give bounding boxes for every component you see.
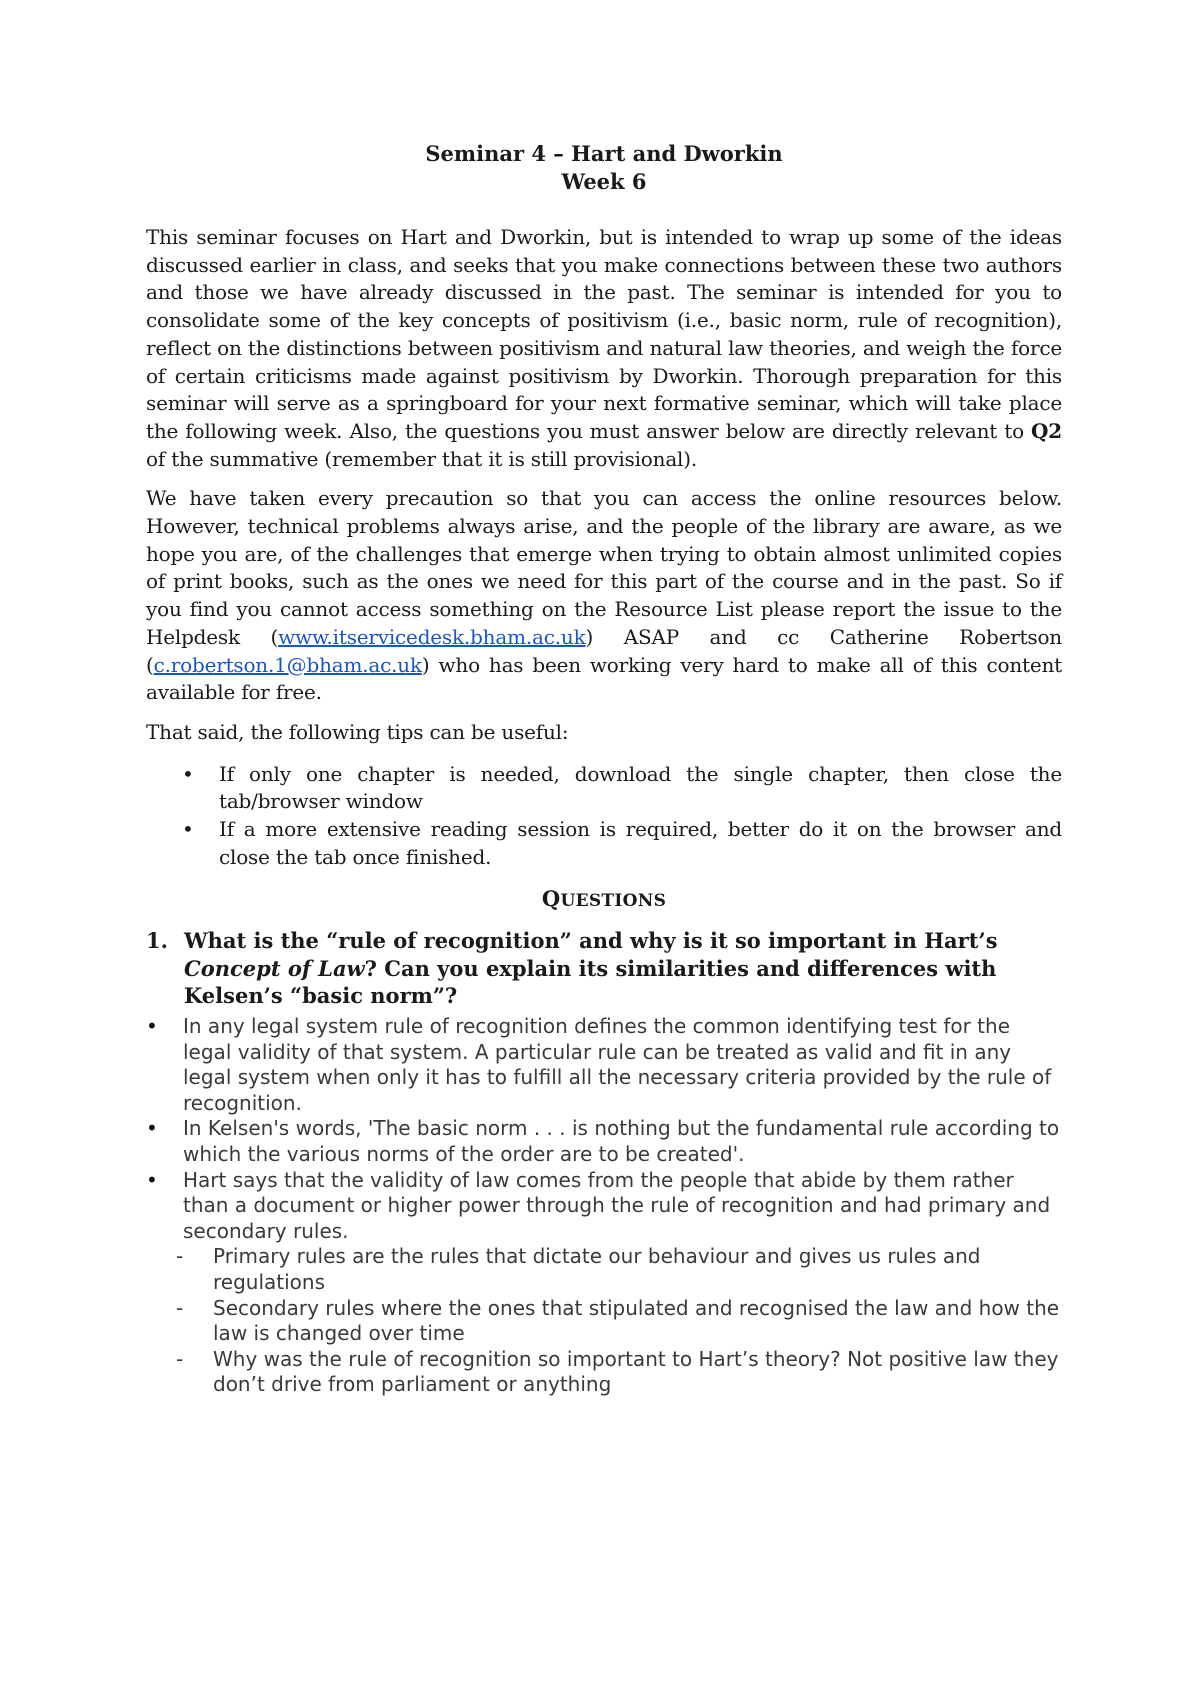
sub-answer-text: Why was the rule of recognition so important to Hart’s theory? Not positive law they don’t drive from parliament or anything bbox=[213, 1346, 1059, 1397]
list-item bbox=[146, 761, 1062, 816]
answers-list bbox=[146, 1014, 1062, 1244]
intro-paragraph-2-end: ) who has been working very hard to make all of this content available for free. bbox=[146, 652, 1062, 705]
question-1-number: 1. bbox=[146, 928, 168, 954]
question-1-text-end: ? Can you explain its similarities and differences with Kelsen’s “basic norm”? bbox=[184, 955, 997, 1009]
question-1 bbox=[146, 927, 1062, 1010]
sub-answers-list bbox=[146, 1244, 1062, 1398]
dash-icon: - bbox=[176, 1346, 184, 1371]
intro-paragraph-2 bbox=[146, 485, 1062, 707]
helpdesk-link[interactable]: www.itservicedesk.bham.ac.uk bbox=[278, 624, 586, 649]
page-title: Seminar 4 – Hart and Dworkin bbox=[425, 141, 783, 166]
bullet-icon: • bbox=[146, 1013, 158, 1038]
bullet-icon: • bbox=[146, 1116, 158, 1141]
intro-paragraph-1 bbox=[146, 224, 1062, 473]
bullet-icon: • bbox=[146, 1167, 158, 1192]
question-1-text-start: What is the “rule of recognition” and why is it so important in Hart’s bbox=[184, 928, 998, 954]
list-item bbox=[146, 1296, 1062, 1347]
list-item bbox=[146, 816, 1062, 871]
questions-heading bbox=[146, 885, 1062, 915]
answer-text: In Kelsen's words, 'The basic norm . . . is nothing but the fundamental rule according to which the various norms of the order are to be created'. bbox=[183, 1116, 1060, 1166]
email-link[interactable]: c.robertson.1@bham.ac.uk bbox=[153, 652, 422, 677]
question-1-book-title: Concept of Law bbox=[184, 955, 365, 981]
tip-text: If only one chapter is needed, download the single chapter, then close the tab/browser window bbox=[219, 761, 1062, 814]
intro-paragraph-1-end: of the summative (remember that it is still provisional). bbox=[146, 446, 698, 471]
dash-icon: - bbox=[176, 1244, 184, 1269]
intro-paragraph-1-text: This seminar focuses on Hart and Dworkin, but is intended to wrap up some of the ideas discussed earlier in class, and seeks that you make connections between these two authors and those we have already discussed in the past. The seminar is intended for you to consolidate some of the key concepts of positivism (i.e., basic norm, rule of recognition), reflect on the distinctions between positivism and natural law theories, and weigh the force of certain criticisms made against positivism by Dworkin. Thorough preparation for this seminar will serve as a springboard for your next formative seminar, which will take place the following week. Also, the questions you must answer below are directly relevant to bbox=[146, 225, 1062, 443]
answer-text: Hart says that the validity of law comes from the people that abide by them rather than a document or higher power through the rule of recognition and had primary and secondary rules. bbox=[183, 1167, 1051, 1243]
dash-icon: - bbox=[176, 1295, 184, 1320]
intro-paragraph-2-mid: ) ASAP and cc Catherine Robertson ( bbox=[146, 624, 1062, 677]
bullet-icon: • bbox=[182, 817, 194, 842]
summative-question-ref: Q2 bbox=[1031, 418, 1062, 443]
tip-text: If a more extensive reading session is required, better do it on the browser and close the tab once finished. bbox=[219, 817, 1062, 869]
questions-heading-initial: Q bbox=[541, 886, 561, 912]
list-item bbox=[146, 1168, 1062, 1245]
list-item bbox=[146, 1244, 1062, 1295]
questions-heading-rest: UESTIONS bbox=[560, 891, 667, 912]
tips-list bbox=[146, 761, 1062, 872]
bullet-icon: • bbox=[182, 761, 194, 786]
list-item bbox=[146, 1014, 1062, 1116]
document-content bbox=[146, 140, 1062, 1398]
intro-paragraph-2-start: We have taken every precaution so that you can access the online resources below. However, technical problems always arise, and the people of the library are aware, as we hope you are, of the challenges that emerge when trying to obtain almost unlimited copies of print books, such as the ones we need for this part of the course and in the past. So if you find you cannot access something on the Resource List please report the issue to the Helpdesk ( bbox=[146, 486, 1062, 649]
tips-intro: That said, the following tips can be useful: bbox=[146, 719, 569, 744]
list-item bbox=[146, 1347, 1062, 1398]
sub-answer-text: Primary rules are the rules that dictate our behaviour and gives us rules and regulations bbox=[213, 1244, 981, 1294]
answer-text: In any legal system rule of recognition defines the common identifying test for the legal validity of that system. A particular rule can be treated as valid and fit in any legal system when only it has to fulfill all the necessary criteria provided by the rule of recognition. bbox=[183, 1013, 1052, 1115]
page-subtitle: Week 6 bbox=[561, 169, 647, 194]
sub-answer-text: Secondary rules where the ones that stipulated and recognised the law and how the law is changed over time bbox=[213, 1295, 1060, 1346]
list-item bbox=[146, 1116, 1062, 1167]
